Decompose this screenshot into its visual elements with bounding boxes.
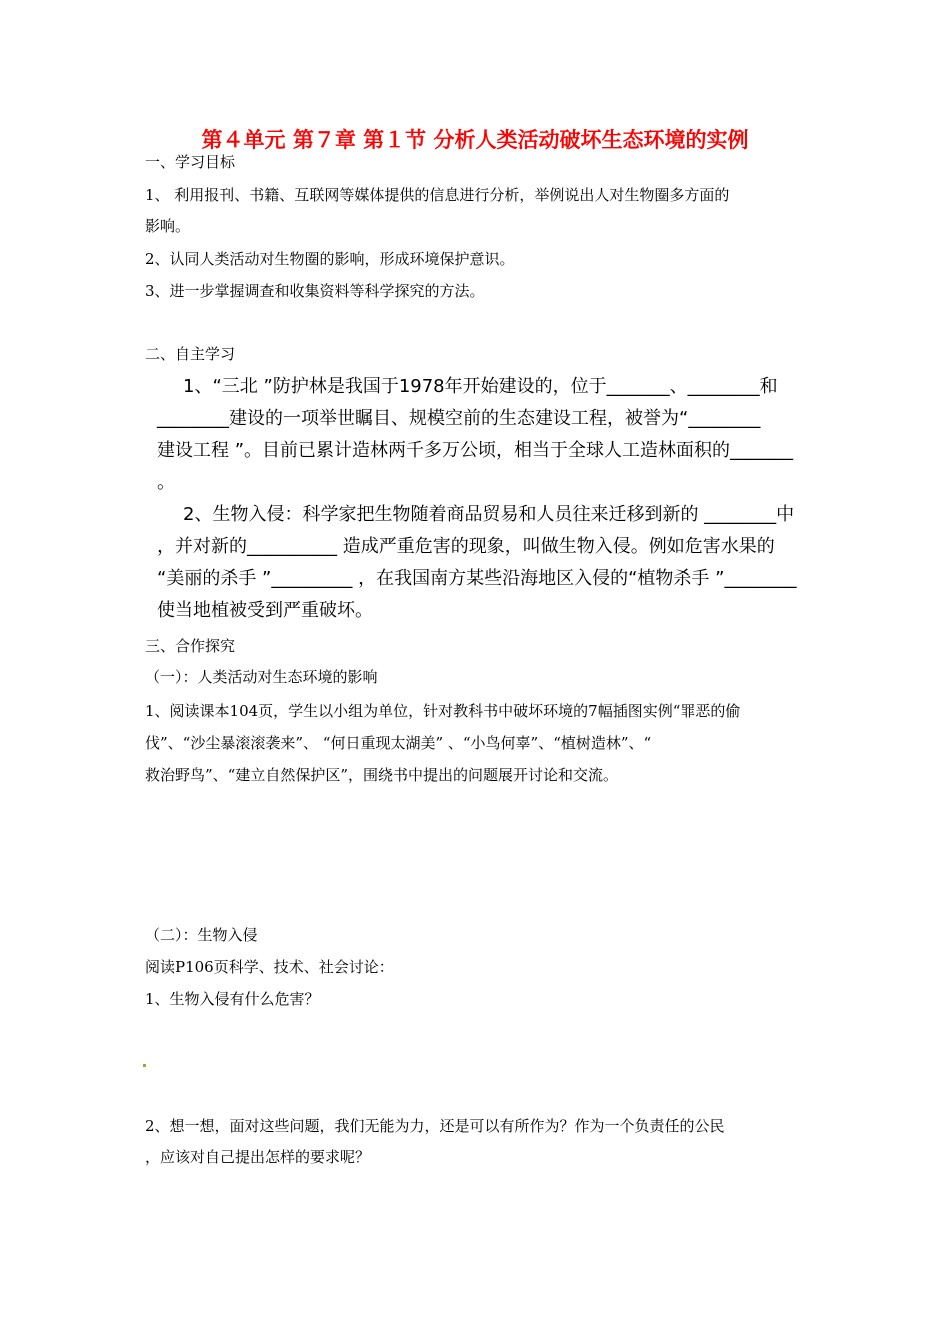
page-title: 第４单元 第７章 第１节 分析人类活动破坏生态环境的实例 — [201, 128, 749, 152]
cooperation-task-line-3: 救治野鸟”、“建立自然保护区”，围绕书中提出的问题展开讨论和交流。 — [145, 766, 619, 784]
objective-1-line-1: 1、 利用报刊、书籍、互联网等媒体提供的信息进行分析，举例说出人对生物圈多方面的 — [145, 186, 730, 204]
objective-1-line-2: 影响。 — [145, 217, 191, 235]
self-study-q1-line-1: 1、“三北 ”防护林是我国于1978年开始建设的，位于_______、________和 — [183, 376, 778, 397]
reading-instruction: 阅读P106页科学、技术、社会讨论： — [145, 958, 394, 976]
section-heading-cooperation: 三、合作探究 — [145, 637, 236, 655]
self-study-q2-line-4: 使当地植被受到严重破坏。 — [157, 600, 373, 621]
self-study-q1-line-3: 建设工程 ”。目前已累计造林两千多万公顷，相当于全球人工造林面积的_______ — [157, 440, 794, 461]
subsection-human-impact: （一）：人类活动对生态环境的影响 — [145, 668, 378, 686]
question-2-line-2: ，应该对自己提出怎样的要求呢？ — [145, 1148, 371, 1166]
cooperation-task-line-1: 1、阅读课本104页，学生以小组为单位，针对教科书中破坏环境的7幅插图实例“罪恶的偷 — [145, 702, 741, 720]
self-study-q1-line-4: 。 — [157, 472, 175, 493]
self-study-q2-line-3: “美丽的杀手 ”_________ ，在我国南方某些沿海地区入侵的“植物杀手 ”________ — [157, 568, 797, 589]
objective-2: 2、认同人类活动对生物圈的影响，形成环境保护意识。 — [145, 250, 515, 268]
stray-dot-mark — [143, 1064, 146, 1067]
self-study-q1-line-2: ________建设的一项举世瞩目、规模空前的生态建设工程，被誉为“________ — [157, 408, 761, 429]
section-heading-objectives: 一、学习目标 — [145, 153, 236, 171]
self-study-q2-line-1: 2、生物入侵：科学家把生物随着商品贸易和人员往来迁移到新的 ________中 — [183, 504, 795, 525]
cooperation-task-line-2: 伐”、“沙尘暴滚滚袭来”、 “何日重现太湖美” 、“小鸟何辜”、“植树造林”、“ — [145, 734, 652, 752]
section-heading-self-study: 二、自主学习 — [145, 345, 236, 363]
subsection-bio-invasion: （二）：生物入侵 — [145, 926, 258, 944]
question-1: 1、生物入侵有什么危害？ — [145, 990, 320, 1008]
question-2-line-1: 2、想一想，面对这些问题，我们无能为力，还是可以有所作为？作为一个负责任的公民 — [145, 1117, 725, 1135]
self-study-q2-line-2: ，并对新的__________ 造成严重危害的现象，叫做生物入侵。例如危害水果的 — [157, 536, 775, 557]
objective-3: 3、进一步掌握调查和收集资料等科学探究的方法。 — [145, 282, 485, 300]
